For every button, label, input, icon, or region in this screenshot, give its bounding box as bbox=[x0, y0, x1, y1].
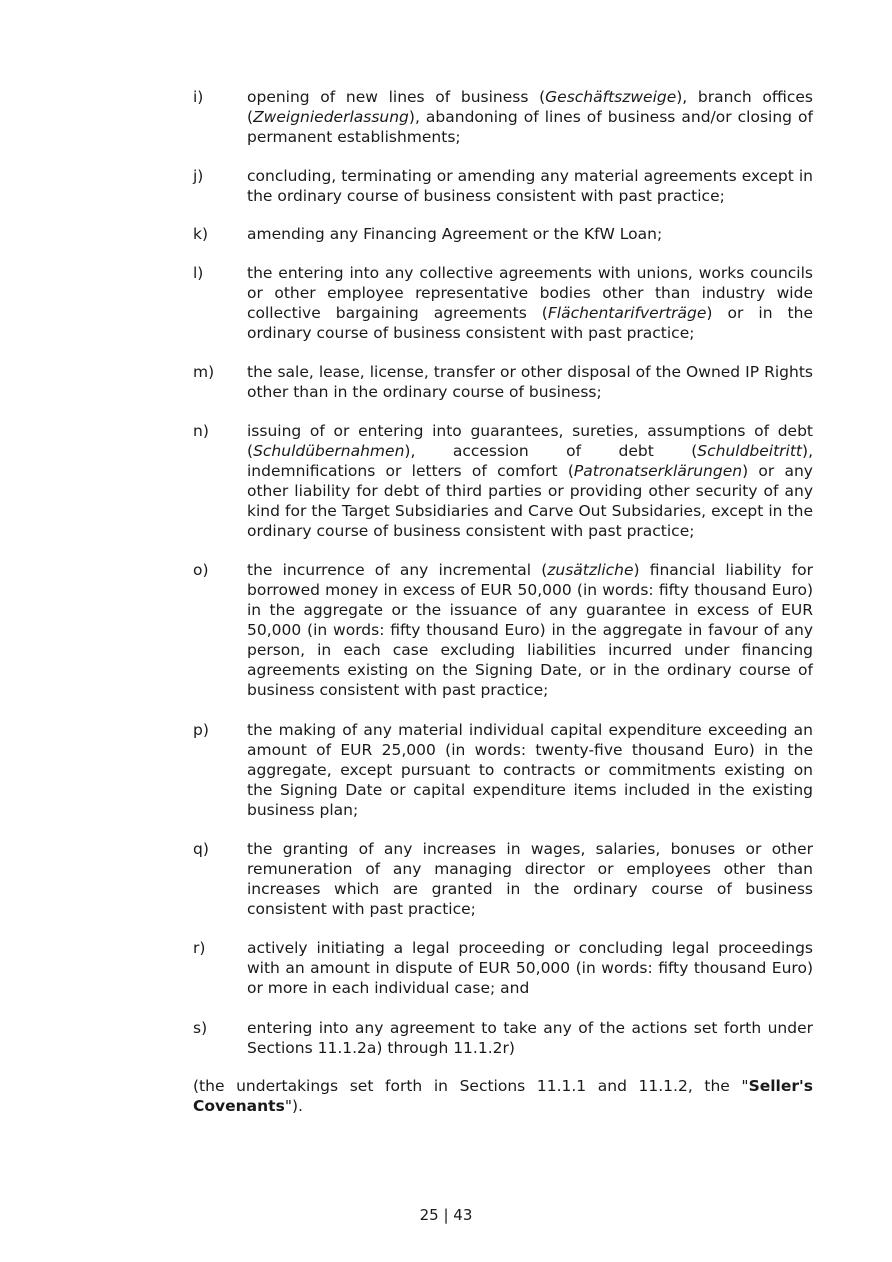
closing-suffix: "). bbox=[284, 1097, 303, 1115]
text-segment: ), indemnifications or letters of comfort ( bbox=[247, 442, 813, 480]
list-item-label: o) bbox=[193, 561, 209, 579]
page-number: 25 | 43 bbox=[419, 1206, 473, 1224]
list-item-text bbox=[247, 1018, 813, 1058]
list-item-text bbox=[247, 362, 813, 402]
text-segment: the entering into any collective agreements with unions, works councils or other employee representative bodies other than industry wide collective bargaining agreements ( bbox=[247, 264, 813, 322]
text-segment: ), abandoning of lines of business and/or closing of permanent establishments; bbox=[247, 108, 813, 146]
text-segment: issuing of or entering into guarantees, sureties, assumptions of debt ( bbox=[247, 422, 813, 460]
closing-prefix: (the undertakings set forth in Sections 11.1.1 and 11.1.2, the " bbox=[193, 1077, 749, 1095]
list-item-label: j) bbox=[193, 167, 204, 185]
list-item-label: m) bbox=[193, 363, 215, 381]
text-segment: the making of any material individual capital expenditure exceeding an amount of EUR 25,000 (in words: twenty-five thousand Euro) in the aggregate, except pursuant to contracts or commitments existing on the Signing Date or capital expenditure items included in the existing business plan; bbox=[247, 721, 813, 819]
text-segment: amending any Financing Agreement or the KfW Loan; bbox=[247, 225, 663, 243]
list-item-text bbox=[247, 560, 813, 700]
text-segment: ) or any other liability for debt of third parties or providing other security of any kind for the Target Subsidiaries and Carve Out Subsidaries, except in the ordinary course of business consistent with past practice; bbox=[247, 462, 813, 540]
text-segment: the incurrence of any incremental ( bbox=[247, 561, 548, 579]
list-item-text bbox=[247, 421, 813, 541]
list-item-label: l) bbox=[193, 264, 204, 282]
text-segment: actively initiating a legal proceeding or concluding legal proceedings with an amount in dispute of EUR 50,000 (in words: fifty thousand Euro) or more in each individual case; and bbox=[247, 939, 813, 997]
list-item-text bbox=[247, 720, 813, 820]
german-term: Schuldübernahmen bbox=[253, 442, 405, 460]
defined-term: Seller's Covenants bbox=[193, 1077, 813, 1115]
list-item-text bbox=[247, 166, 813, 206]
german-term: Schuldbeitritt bbox=[697, 442, 803, 460]
german-term: zusätzliche bbox=[547, 561, 634, 579]
list-item-text bbox=[247, 263, 813, 343]
list-item-label: s) bbox=[193, 1019, 208, 1037]
text-segment: opening of new lines of business ( bbox=[247, 88, 546, 106]
text-segment: ) financial liability for borrowed money in excess of EUR 50,000 (in words: fifty thousand Euro) in the aggregate or the issuance of any guarantee in excess of EUR 50,000 (in words: fifty thousand Euro) in the aggregate in favour of any person, in each case excluding liabilities incurred under financing agreements existing on the Signing Date, or in the ordinary course of business consistent with past practice; bbox=[247, 561, 813, 699]
text-segment: ), accession of debt ( bbox=[404, 442, 698, 460]
list-item-text bbox=[247, 224, 813, 244]
closing-paragraph bbox=[193, 1076, 813, 1116]
german-term: Zweigniederlassung bbox=[253, 108, 409, 126]
list-item-label: i) bbox=[193, 88, 204, 106]
text-segment: concluding, terminating or amending any material agreements except in the ordinary course of business consistent with past practice; bbox=[247, 167, 813, 205]
text-segment: ), branch offices ( bbox=[247, 88, 814, 126]
german-term: Flächentarifverträge bbox=[547, 304, 707, 322]
list-item-label: k) bbox=[193, 225, 209, 243]
text-segment: the granting of any increases in wages, salaries, bonuses or other remuneration of any managing director or employees other than increases which are granted in the ordinary course of business consistent with past practice; bbox=[247, 840, 813, 918]
list-item-text bbox=[247, 938, 813, 998]
list-item-text bbox=[247, 839, 813, 919]
text-segment: ) or in the ordinary course of business consistent with past practice; bbox=[247, 304, 813, 342]
list-item-label: r) bbox=[193, 939, 206, 957]
list-item-label: q) bbox=[193, 840, 209, 858]
list-item-label: n) bbox=[193, 422, 209, 440]
german-term: Geschäftszweige bbox=[545, 88, 677, 106]
list-item-text bbox=[247, 87, 813, 147]
text-segment: entering into any agreement to take any of the actions set forth under Sections 11.1.2a) through 11.1.2r) bbox=[247, 1019, 813, 1057]
list-item-label: p) bbox=[193, 721, 209, 739]
german-term: Patronatserklärungen bbox=[573, 462, 743, 480]
text-segment: the sale, lease, license, transfer or other disposal of the Owned IP Rights other than in the ordinary course of business; bbox=[247, 363, 813, 401]
